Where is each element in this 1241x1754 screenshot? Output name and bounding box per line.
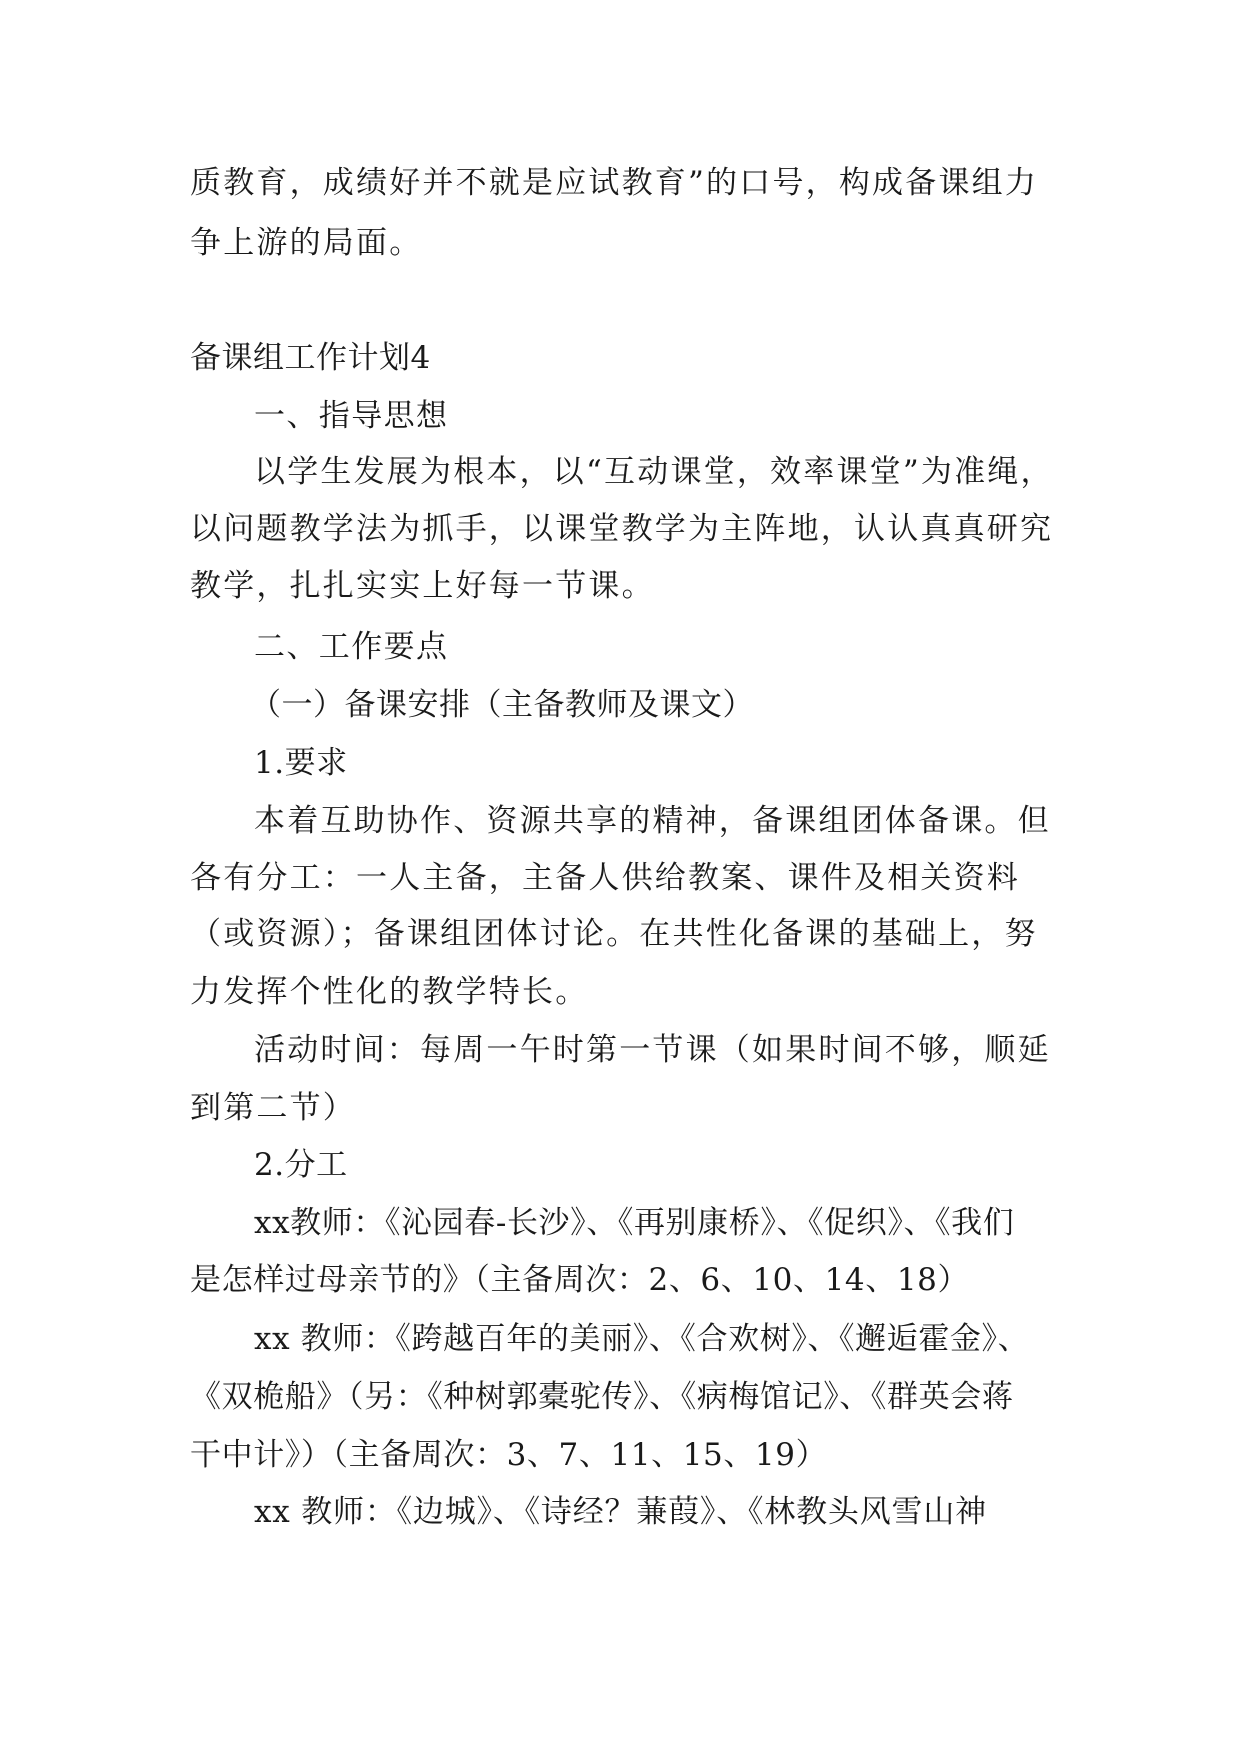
paragraph-line: xx 教师：《边城》、《诗经？蒹葭》、《林教头风雪山神	[254, 1494, 987, 1530]
subheading-lesson-arrangement: （一）备课安排（主备教师及课文）	[250, 687, 754, 723]
paragraph-line: 干中计》）（主备周次：3、7、11、15、19）	[190, 1437, 828, 1473]
paragraph-line: 质教育，成绩好并不就是应试教育”的口号，构成备课组力	[190, 165, 1039, 201]
heading-work-points: 二、工作要点	[254, 629, 449, 665]
heading-guiding-thought: 一、指导思想	[254, 398, 449, 434]
paragraph-line: 以学生发展为根本，以“互动课堂，效率课堂”为准绳，	[254, 454, 1054, 490]
subheading-requirements: 1.要求	[254, 745, 348, 781]
paragraph-line: 活动时间：每周一午时第一节课（如果时间不够，顺延	[254, 1032, 1051, 1068]
paragraph-line: 争上游的局面。	[190, 225, 423, 261]
section-title: 备课组工作计划4	[190, 340, 431, 376]
paragraph-line: 各有分工：一人主备，主备人供给教案、课件及相关资料	[190, 860, 1020, 896]
paragraph-line: 《双桅船》（另：《种树郭橐驼传》、《病梅馆记》、《群英会蒋	[190, 1379, 1014, 1415]
paragraph-line: 教学，扎扎实实上好每一节课。	[190, 568, 655, 604]
paragraph-line: 本着互助协作、资源共享的精神，备课组团体备课。但	[254, 803, 1051, 839]
paragraph-line: xx教师：《沁园春-长沙》、《再别康桥》、《促织》、《我们	[254, 1205, 1015, 1241]
paragraph-line: xx 教师：《跨越百年的美丽》、《合欢树》、《邂逅霍金》、	[254, 1321, 1030, 1357]
paragraph-line: 力发挥个性化的教学特长。	[190, 974, 589, 1010]
paragraph-line: 到第二节）	[190, 1090, 356, 1126]
paragraph-line: 以问题教学法为抓手，以课堂教学为主阵地，认认真真研究	[190, 511, 1054, 547]
subheading-division: 2.分工	[254, 1147, 348, 1183]
paragraph-line: 是怎样过母亲节的》（主备周次：2、6、10、14、18）	[190, 1262, 970, 1298]
paragraph-line: （或资源）；备课组团体讨论。在共性化备课的基础上，努	[190, 916, 1038, 952]
